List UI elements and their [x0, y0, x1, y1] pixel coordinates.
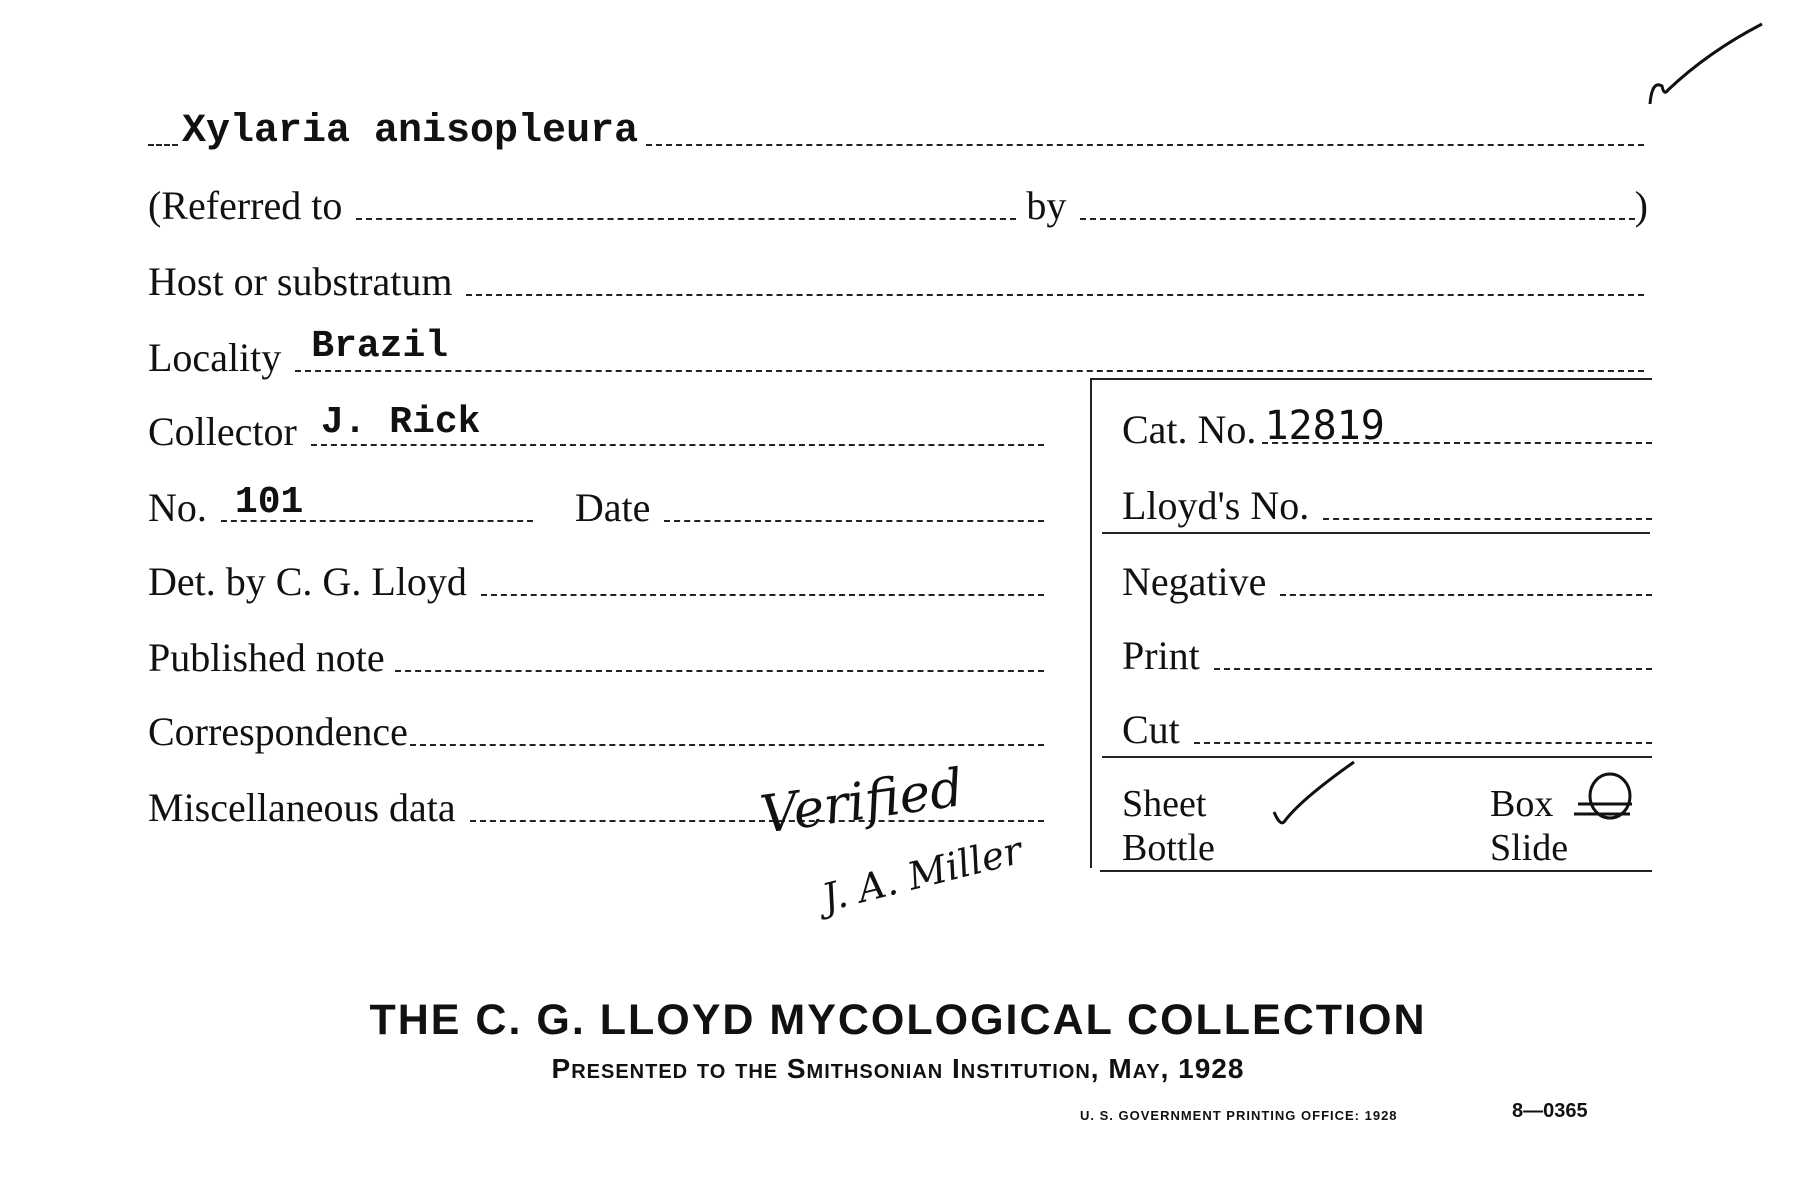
print-field	[1214, 668, 1652, 670]
locality-row	[148, 325, 1648, 380]
box-circled-mark-icon	[1570, 770, 1650, 830]
catalog-number-label: Cat. No.	[1122, 407, 1257, 452]
slide-label: Slide	[1490, 827, 1569, 869]
species-name: Xylaria anisopleura	[182, 109, 639, 154]
determined-by-field	[481, 594, 1044, 596]
collection-title: THE C. G. LLOYD MYCOLOGICAL COLLECTION	[369, 996, 1427, 1044]
bottle-label: Bottle	[1122, 827, 1215, 869]
catalog-number-row	[1122, 403, 1652, 452]
negative-field	[1280, 594, 1652, 596]
locality-dotted-line	[295, 370, 1644, 372]
catalog-number-value: 12819	[1264, 403, 1385, 449]
collector-label: Collector	[148, 409, 297, 454]
number-label: No.	[148, 485, 207, 530]
species-leader	[148, 144, 178, 146]
cut-field	[1194, 742, 1652, 744]
box-bottom-line	[1100, 870, 1652, 872]
determined-by-row	[148, 559, 1048, 604]
number-value: 101	[234, 481, 304, 524]
host-field	[466, 294, 1644, 296]
corner-check-mark-icon	[1648, 20, 1768, 110]
referred-to-label: (Referred to	[148, 183, 343, 228]
collector-row	[148, 401, 1048, 454]
miscellaneous-field	[470, 820, 1044, 822]
box-label: Box	[1490, 783, 1554, 825]
referred-to-field	[356, 218, 1016, 220]
collection-subtitle: Presented to the Smithsonian Institution, May, 1928	[551, 1053, 1245, 1084]
host-label: Host or substratum	[148, 259, 453, 304]
species-row	[148, 109, 1648, 154]
collector-value: J. Rick	[320, 401, 481, 444]
lloyds-number-row	[1122, 483, 1652, 528]
correspondence-label: Correspondence	[148, 709, 408, 754]
date-field	[664, 520, 1044, 522]
cut-row	[1122, 707, 1652, 752]
printing-office-line: U. S. GOVERNMENT PRINTING OFFICE: 1928	[1080, 1108, 1398, 1123]
form-number: 8—0365	[1512, 1100, 1588, 1122]
box-divider-top	[1102, 532, 1650, 534]
locality-label: Locality	[148, 335, 282, 380]
published-note-row	[148, 635, 1048, 680]
sheet-check-mark-icon	[1270, 756, 1360, 836]
published-note-label: Published note	[148, 635, 385, 680]
locality-value: Brazil	[311, 325, 449, 368]
sheet-label: Sheet	[1122, 783, 1207, 825]
print-row	[1122, 633, 1652, 678]
published-note-field	[395, 670, 1044, 672]
collector-field	[297, 401, 1048, 452]
handwritten-signature: J. A. Miller	[817, 827, 1027, 921]
correspondence-field	[410, 744, 1044, 746]
species-dotted-line	[646, 144, 1644, 146]
number-field	[207, 481, 537, 528]
by-field	[1080, 218, 1634, 220]
miscellaneous-label: Miscellaneous data	[148, 785, 456, 830]
determined-by-label: Det. by C. G. Lloyd	[148, 559, 467, 604]
close-paren: )	[1634, 183, 1648, 228]
negative-label: Negative	[1122, 559, 1267, 604]
handwritten-verified: Verified	[756, 758, 967, 846]
lloyds-number-label: Lloyd's No.	[1122, 483, 1310, 528]
box-slide-labels	[1490, 782, 1568, 870]
negative-row	[1122, 559, 1652, 604]
collector-dotted-line	[311, 444, 1044, 446]
number-date-row	[148, 481, 1048, 530]
referred-to-row	[148, 183, 1648, 228]
catalog-number-field	[1256, 403, 1652, 450]
box-divider-bottom	[1102, 756, 1652, 758]
host-row	[148, 259, 1648, 304]
lloyds-number-field	[1323, 518, 1652, 520]
cut-label: Cut	[1122, 707, 1180, 752]
by-label: by	[1026, 183, 1067, 228]
date-label: Date	[574, 485, 651, 530]
correspondence-row	[148, 709, 1048, 754]
sheet-bottle-labels	[1122, 782, 1215, 870]
locality-field	[281, 325, 1648, 378]
print-label: Print	[1122, 633, 1200, 678]
